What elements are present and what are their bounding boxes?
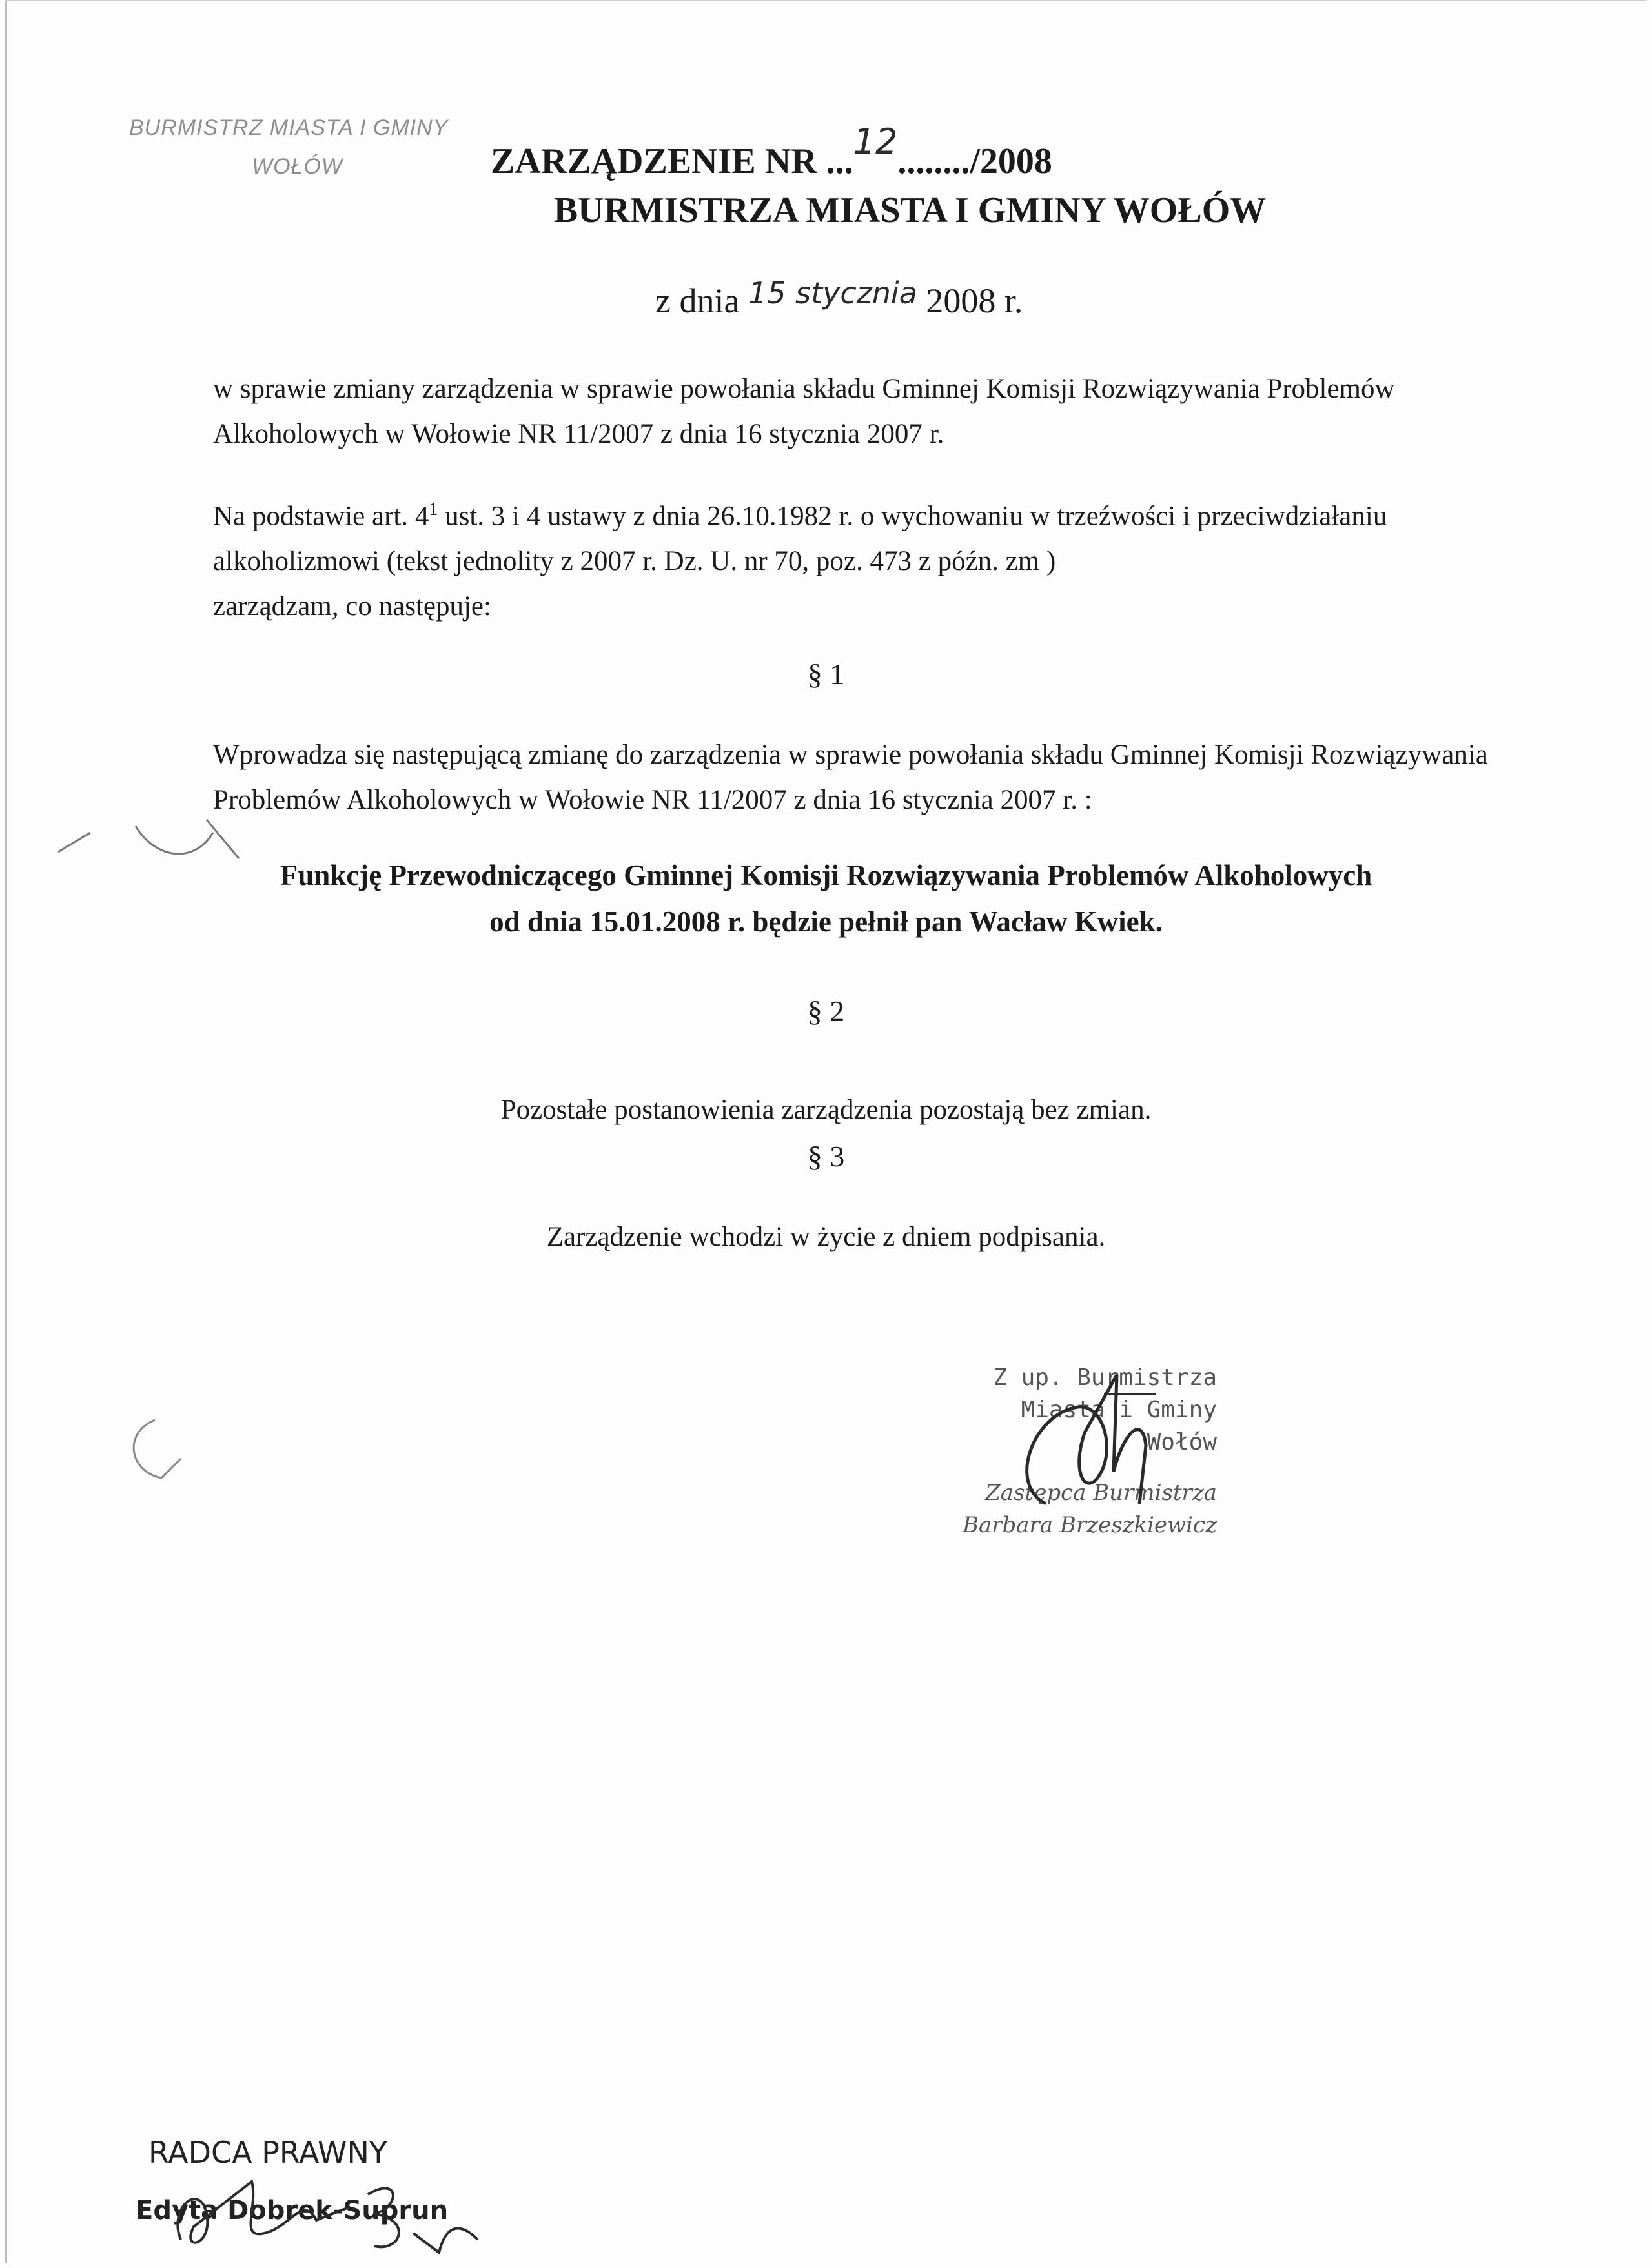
margin-mark-1 <box>52 794 245 871</box>
issuer-stamp-line2: WOŁÓW <box>252 154 343 179</box>
section-1-bold-line2: od dnia 15.01.2008 r. będzie pełnił pan Wacław Kwiek. <box>489 906 1163 938</box>
handwritten-date: 15 stycznia <box>748 276 917 310</box>
signature-stamp-line4: Barbara Brzeszkiewicz <box>962 1512 1217 1538</box>
date-prefix: z dnia <box>655 281 740 320</box>
document-title-issuer: BURMISTRZA MIASTA I GMINY WOŁÓW <box>553 190 1267 230</box>
signature-stamp-line3: Zastępca Burmistrza <box>985 1480 1217 1506</box>
legal-basis-text-c: zarządzam, co następuje: <box>213 591 491 622</box>
issuer-stamp <box>129 108 448 186</box>
handwritten-number: 12 <box>853 121 898 162</box>
signature-stamp-line2: Miasta i Gminy Wołów <box>1021 1397 1217 1455</box>
mayor-signature-scribble <box>1007 1355 1201 1523</box>
section-1-bold-line1: Funkcję Przewodniczącego Gminnej Komisji Rozwiązywania Problemów Alkoholowych <box>280 859 1372 891</box>
margin-mark-2 <box>116 1413 194 1491</box>
legal-basis-superscript: 1 <box>429 500 438 520</box>
legal-basis <box>213 487 1491 629</box>
issuer-stamp-line1: BURMISTRZ MIASTA I GMINY <box>129 116 449 140</box>
section-2-mark: § 2 <box>807 995 845 1028</box>
legal-basis-text-b: ust. 3 i 4 ustawy z dnia 26.10.1982 r. o wychowaniu w trzeźwości i przeciwdziałaniu alkoholizmowi (tekst jednolity z 2007 r. Dz. U. nr 70, poz. 473 z późn. zm ) <box>213 501 1387 577</box>
title-prefix: ZARZĄDZENIE NR ... <box>491 141 853 181</box>
signature-stamp-line1: Z up. Burmistrza <box>993 1364 1217 1391</box>
title-suffix: ......../2008 <box>897 141 1052 181</box>
document-subject: w sprawie zmiany zarządzenia w sprawie powołania składu Gminnej Komisji Rozwiązywania Problemów Alkoholowych w Wołowie NR 11/2007 z dnia 16 stycznia 2007 r. <box>213 374 1395 449</box>
legal-counsel-title: RADCA PRAWNY <box>148 2135 387 2170</box>
section-1-mark: § 1 <box>807 658 845 691</box>
legal-basis-text-a: Na podstawie art. 4 <box>213 501 429 532</box>
section-3-mark: § 3 <box>807 1140 845 1173</box>
section-3-text: Zarządzenie wchodzi w życie z dniem podpisania. <box>546 1222 1106 1252</box>
document-date <box>655 276 1023 321</box>
section-1-text: Wprowadza się następującą zmianę do zarządzenia w sprawie powołania składu Gminnej Komisji Rozwiązywania Problemów Alkoholowych w Wołowie NR 11/2007 z dnia 16 stycznia 2007 r. : <box>213 740 1488 815</box>
legal-counsel-name: Edyta Dobrek-Suprun <box>136 2196 449 2225</box>
section-2-text: Pozostałe postanowienia zarządzenia pozostają bez zmian. <box>500 1095 1152 1125</box>
date-suffix: 2008 r. <box>926 281 1023 320</box>
legal-counsel-signature-scribble <box>155 2169 491 2259</box>
document-title <box>491 121 1052 182</box>
